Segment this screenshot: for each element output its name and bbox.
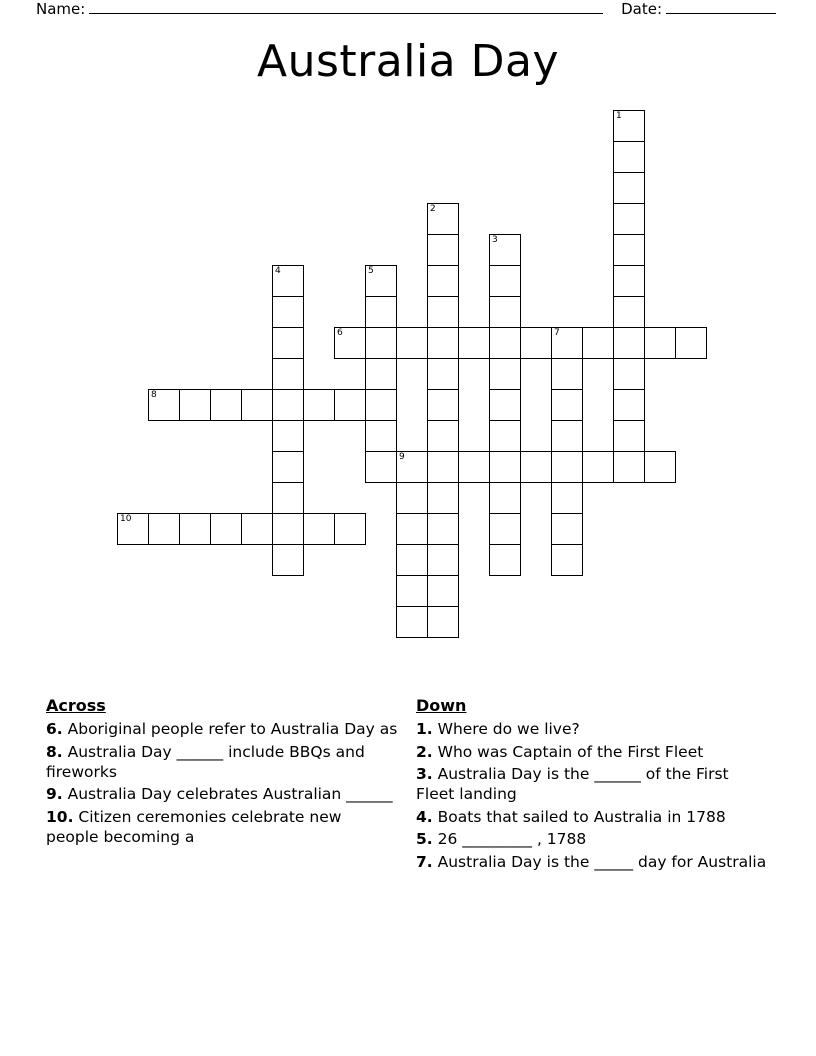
crossword-cell[interactable] (272, 327, 304, 359)
crossword-cell[interactable] (427, 234, 459, 266)
date-blank-line[interactable] (666, 12, 776, 14)
crossword-cell[interactable] (272, 482, 304, 514)
crossword-cell[interactable] (427, 358, 459, 390)
crossword-cell[interactable] (396, 451, 428, 483)
down-heading: Down (416, 696, 467, 715)
clue-down-7 (416, 852, 768, 872)
crossword-grid[interactable] (0, 105, 816, 675)
crossword-cell[interactable] (644, 327, 676, 359)
crossword-cell[interactable] (427, 451, 459, 483)
down-clues-column (416, 695, 768, 874)
crossword-cell[interactable] (427, 575, 459, 607)
crossword-cell[interactable] (489, 358, 521, 390)
cell-number: 2 (430, 204, 436, 214)
clue-down-2 (416, 742, 768, 762)
clue-across-9 (46, 784, 398, 804)
crossword-cell[interactable] (613, 358, 645, 390)
clue-number: 7. (416, 852, 433, 871)
crossword-cell[interactable] (396, 327, 428, 359)
clue-text: Aboriginal people refer to Australia Day as (67, 720, 398, 739)
clue-down-1 (416, 719, 768, 739)
crossword-cell[interactable] (365, 265, 397, 297)
crossword-cell[interactable] (489, 327, 521, 359)
crossword-cell[interactable] (272, 296, 304, 328)
crossword-cell[interactable] (582, 451, 614, 483)
crossword-cell[interactable] (551, 389, 583, 421)
crossword-cell[interactable] (396, 575, 428, 607)
crossword-cell[interactable] (427, 544, 459, 576)
crossword-cell[interactable] (613, 451, 645, 483)
crossword-cell[interactable] (489, 451, 521, 483)
clue-number: 8. (46, 742, 63, 761)
cell-number: 4 (275, 266, 281, 276)
crossword-cell[interactable] (427, 327, 459, 359)
crossword-cell[interactable] (365, 389, 397, 421)
crossword-cell[interactable] (179, 389, 211, 421)
crossword-cell[interactable] (303, 389, 335, 421)
crossword-cell[interactable] (365, 420, 397, 452)
clue-text: 26 _________ , 1788 (437, 830, 587, 849)
clue-across-10 (46, 807, 398, 848)
across-clues-column (46, 695, 398, 874)
crossword-cell[interactable] (427, 265, 459, 297)
crossword-cell[interactable] (427, 296, 459, 328)
crossword-cell[interactable] (117, 513, 149, 545)
clue-text: Who was Captain of the First Fleet (437, 742, 704, 761)
clue-number: 1. (416, 720, 433, 739)
cell-number: 7 (554, 328, 560, 338)
crossword-cell[interactable] (396, 482, 428, 514)
crossword-cell[interactable] (303, 513, 335, 545)
crossword-cell[interactable] (489, 420, 521, 452)
crossword-cell[interactable] (489, 513, 521, 545)
crossword-cell[interactable] (427, 482, 459, 514)
crossword-cell[interactable] (613, 265, 645, 297)
crossword-cell[interactable] (551, 420, 583, 452)
date-label: Date: (621, 0, 662, 18)
crossword-cell[interactable] (272, 513, 304, 545)
cell-number: 8 (151, 390, 157, 400)
clue-number: 4. (416, 807, 433, 826)
crossword-cell[interactable] (520, 327, 552, 359)
crossword-cell[interactable] (148, 513, 180, 545)
crossword-cell[interactable] (613, 110, 645, 142)
crossword-cell[interactable] (551, 513, 583, 545)
crossword-cell[interactable] (613, 327, 645, 359)
across-heading: Across (46, 696, 106, 715)
crossword-cell[interactable] (613, 296, 645, 328)
clue-number: 2. (416, 742, 433, 761)
crossword-cell[interactable] (272, 420, 304, 452)
crossword-cell[interactable] (582, 327, 614, 359)
crossword-cell[interactable] (551, 482, 583, 514)
crossword-cell[interactable] (272, 358, 304, 390)
crossword-cell[interactable] (613, 141, 645, 173)
crossword-cell[interactable] (241, 513, 273, 545)
crossword-cell[interactable] (272, 451, 304, 483)
clue-text: Where do we live? (437, 720, 580, 739)
clue-number: 10. (46, 807, 74, 826)
cell-number: 9 (399, 452, 405, 462)
crossword-cell[interactable] (334, 327, 366, 359)
crossword-cell[interactable] (148, 389, 180, 421)
crossword-cell[interactable] (427, 203, 459, 235)
name-label: Name: (36, 0, 86, 18)
crossword-cell[interactable] (551, 544, 583, 576)
crossword-cell[interactable] (675, 327, 707, 359)
clue-number: 9. (46, 785, 63, 804)
clue-text: Australia Day ______ include BBQs and fireworks (46, 742, 365, 782)
crossword-cell[interactable] (427, 389, 459, 421)
clue-text: Australia Day is the ______ of the First Fleet landing (416, 765, 729, 804)
clue-down-4 (416, 807, 768, 827)
crossword-cell[interactable] (365, 451, 397, 483)
clue-down-5 (416, 829, 768, 849)
crossword-cell[interactable] (551, 358, 583, 390)
crossword-cell[interactable] (365, 358, 397, 390)
crossword-cell[interactable] (365, 327, 397, 359)
crossword-cell[interactable] (241, 389, 273, 421)
crossword-cell[interactable] (613, 420, 645, 452)
crossword-cell[interactable] (210, 513, 242, 545)
crossword-cell[interactable] (427, 606, 459, 638)
clue-number: 6. (46, 720, 63, 739)
clue-across-8 (46, 742, 398, 783)
crossword-cell[interactable] (644, 451, 676, 483)
crossword-cell[interactable] (551, 451, 583, 483)
clue-text: Australia Day is the _____ day for Australia (437, 852, 767, 871)
crossword-cell[interactable] (613, 389, 645, 421)
crossword-cell[interactable] (210, 389, 242, 421)
crossword-cell[interactable] (613, 203, 645, 235)
clue-text: Australia Day celebrates Australian ______ (67, 785, 393, 804)
crossword-cell[interactable] (458, 327, 490, 359)
cell-number: 3 (492, 235, 498, 245)
crossword-cell[interactable] (272, 265, 304, 297)
crossword-cell[interactable] (272, 389, 304, 421)
crossword-cell[interactable] (427, 420, 459, 452)
crossword-cell[interactable] (396, 513, 428, 545)
cell-number: 10 (120, 514, 132, 524)
crossword-cell[interactable] (365, 296, 397, 328)
crossword-cell[interactable] (334, 513, 366, 545)
cell-number: 6 (337, 328, 343, 338)
cell-number: 5 (368, 266, 374, 276)
clue-number: 3. (416, 765, 433, 784)
crossword-cell[interactable] (613, 234, 645, 266)
crossword-cell[interactable] (489, 482, 521, 514)
crossword-cell[interactable] (551, 327, 583, 359)
clues-section (46, 695, 776, 874)
crossword-cell[interactable] (489, 544, 521, 576)
crossword-cell[interactable] (272, 544, 304, 576)
crossword-cell[interactable] (396, 606, 428, 638)
crossword-cell[interactable] (489, 234, 521, 266)
clue-across-6 (46, 719, 398, 739)
crossword-cell[interactable] (427, 513, 459, 545)
clue-down-3 (416, 764, 768, 805)
crossword-cell[interactable] (520, 451, 552, 483)
crossword-cell[interactable] (396, 544, 428, 576)
clue-text: Citizen ceremonies celebrate new people becoming a (46, 807, 342, 847)
page-title: Australia Day (257, 36, 559, 87)
clue-number: 5. (416, 830, 433, 849)
clue-text: Boats that sailed to Australia in 1788 (437, 807, 726, 826)
crossword-cell[interactable] (613, 172, 645, 204)
crossword-cell[interactable] (489, 265, 521, 297)
crossword-cell[interactable] (489, 296, 521, 328)
crossword-cell[interactable] (489, 389, 521, 421)
name-blank-line[interactable] (89, 12, 603, 14)
header-fields (36, 0, 780, 26)
crossword-cell[interactable] (179, 513, 211, 545)
crossword-cell[interactable] (334, 389, 366, 421)
cell-number: 1 (616, 111, 622, 121)
crossword-cell[interactable] (458, 451, 490, 483)
